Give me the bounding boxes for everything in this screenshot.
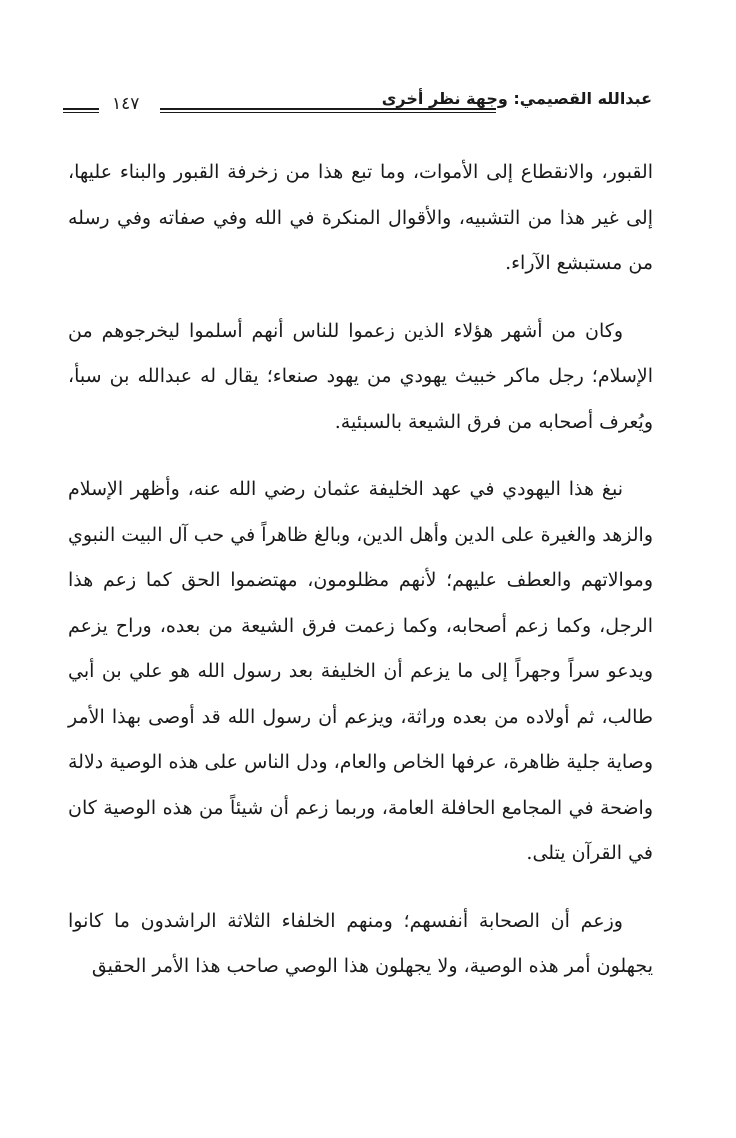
running-title: عبدالله القصيمي: وجهة نظر أخرى	[381, 89, 652, 108]
paragraph-3: نبغ هذا اليهودي في عهد الخليفة عثمان رضي الله عنه، وأظهر الإسلام والزهد والغيرة على الدين وأهل الدين، وبالغ ظاهراً في حب آل البيت النبوي وموالاتهم والعطف عليهم؛ لأنهم مظلومون، مهتضموا الحق كما زعم هذا الرجل، وكما زعم أصحابه، وكما زعمت فرق الشيعة من بعده، وراح يزعم ويدعو سراً وجهراً إلى ما يزعم أن الخليفة بعد رسول الله هو علي بن أبي طالب، ثم أولاده من بعده وراثة، ويزعم أن رسول الله قد أوصى بهذا الأمر وصاية جلية ظاهرة، عرفها الخاص والعام، ودل الناس على هذه الوصية دلالة واضحة في المجامع الحافلة العامة، وربما زعم أن شيئاً من هذه الوصية كان في القرآن يتلى.	[68, 478, 653, 864]
paragraph-2: وكان من أشهر هؤلاء الذين زعموا للناس أنهم أسلموا ليخرجوهم من الإسلام؛ رجل ماكر خبيث يهودي من يهود صنعاء؛ يقال له عبدالله بن سبأ، ويُعرف أصحابه من فرق الشيعة بالسبئية.	[68, 319, 653, 433]
page-number: ١٤٧	[112, 94, 140, 114]
paragraph-1: القبور، والانقطاع إلى الأموات، وما تبع هذا من زخرفة القبور والبناء عليها، إلى غير هذا من التشبيه، والأقوال المنكرة في الله وفي صفاته وفي رسله من مستبشع الآراء.	[68, 161, 653, 274]
header-rule-long	[160, 108, 496, 113]
paragraph-4: وزعم أن الصحابة أنفسهم؛ ومنهم الخلفاء الثلاثة الراشدون ما كانوا يجهلون أمر هذه الوصية، ولا يجهلون هذا الوصي صاحب هذا الأمر الحقيق	[68, 909, 653, 977]
header-rule-short	[63, 108, 99, 113]
page-header	[60, 88, 652, 120]
body-text	[68, 150, 653, 1012]
